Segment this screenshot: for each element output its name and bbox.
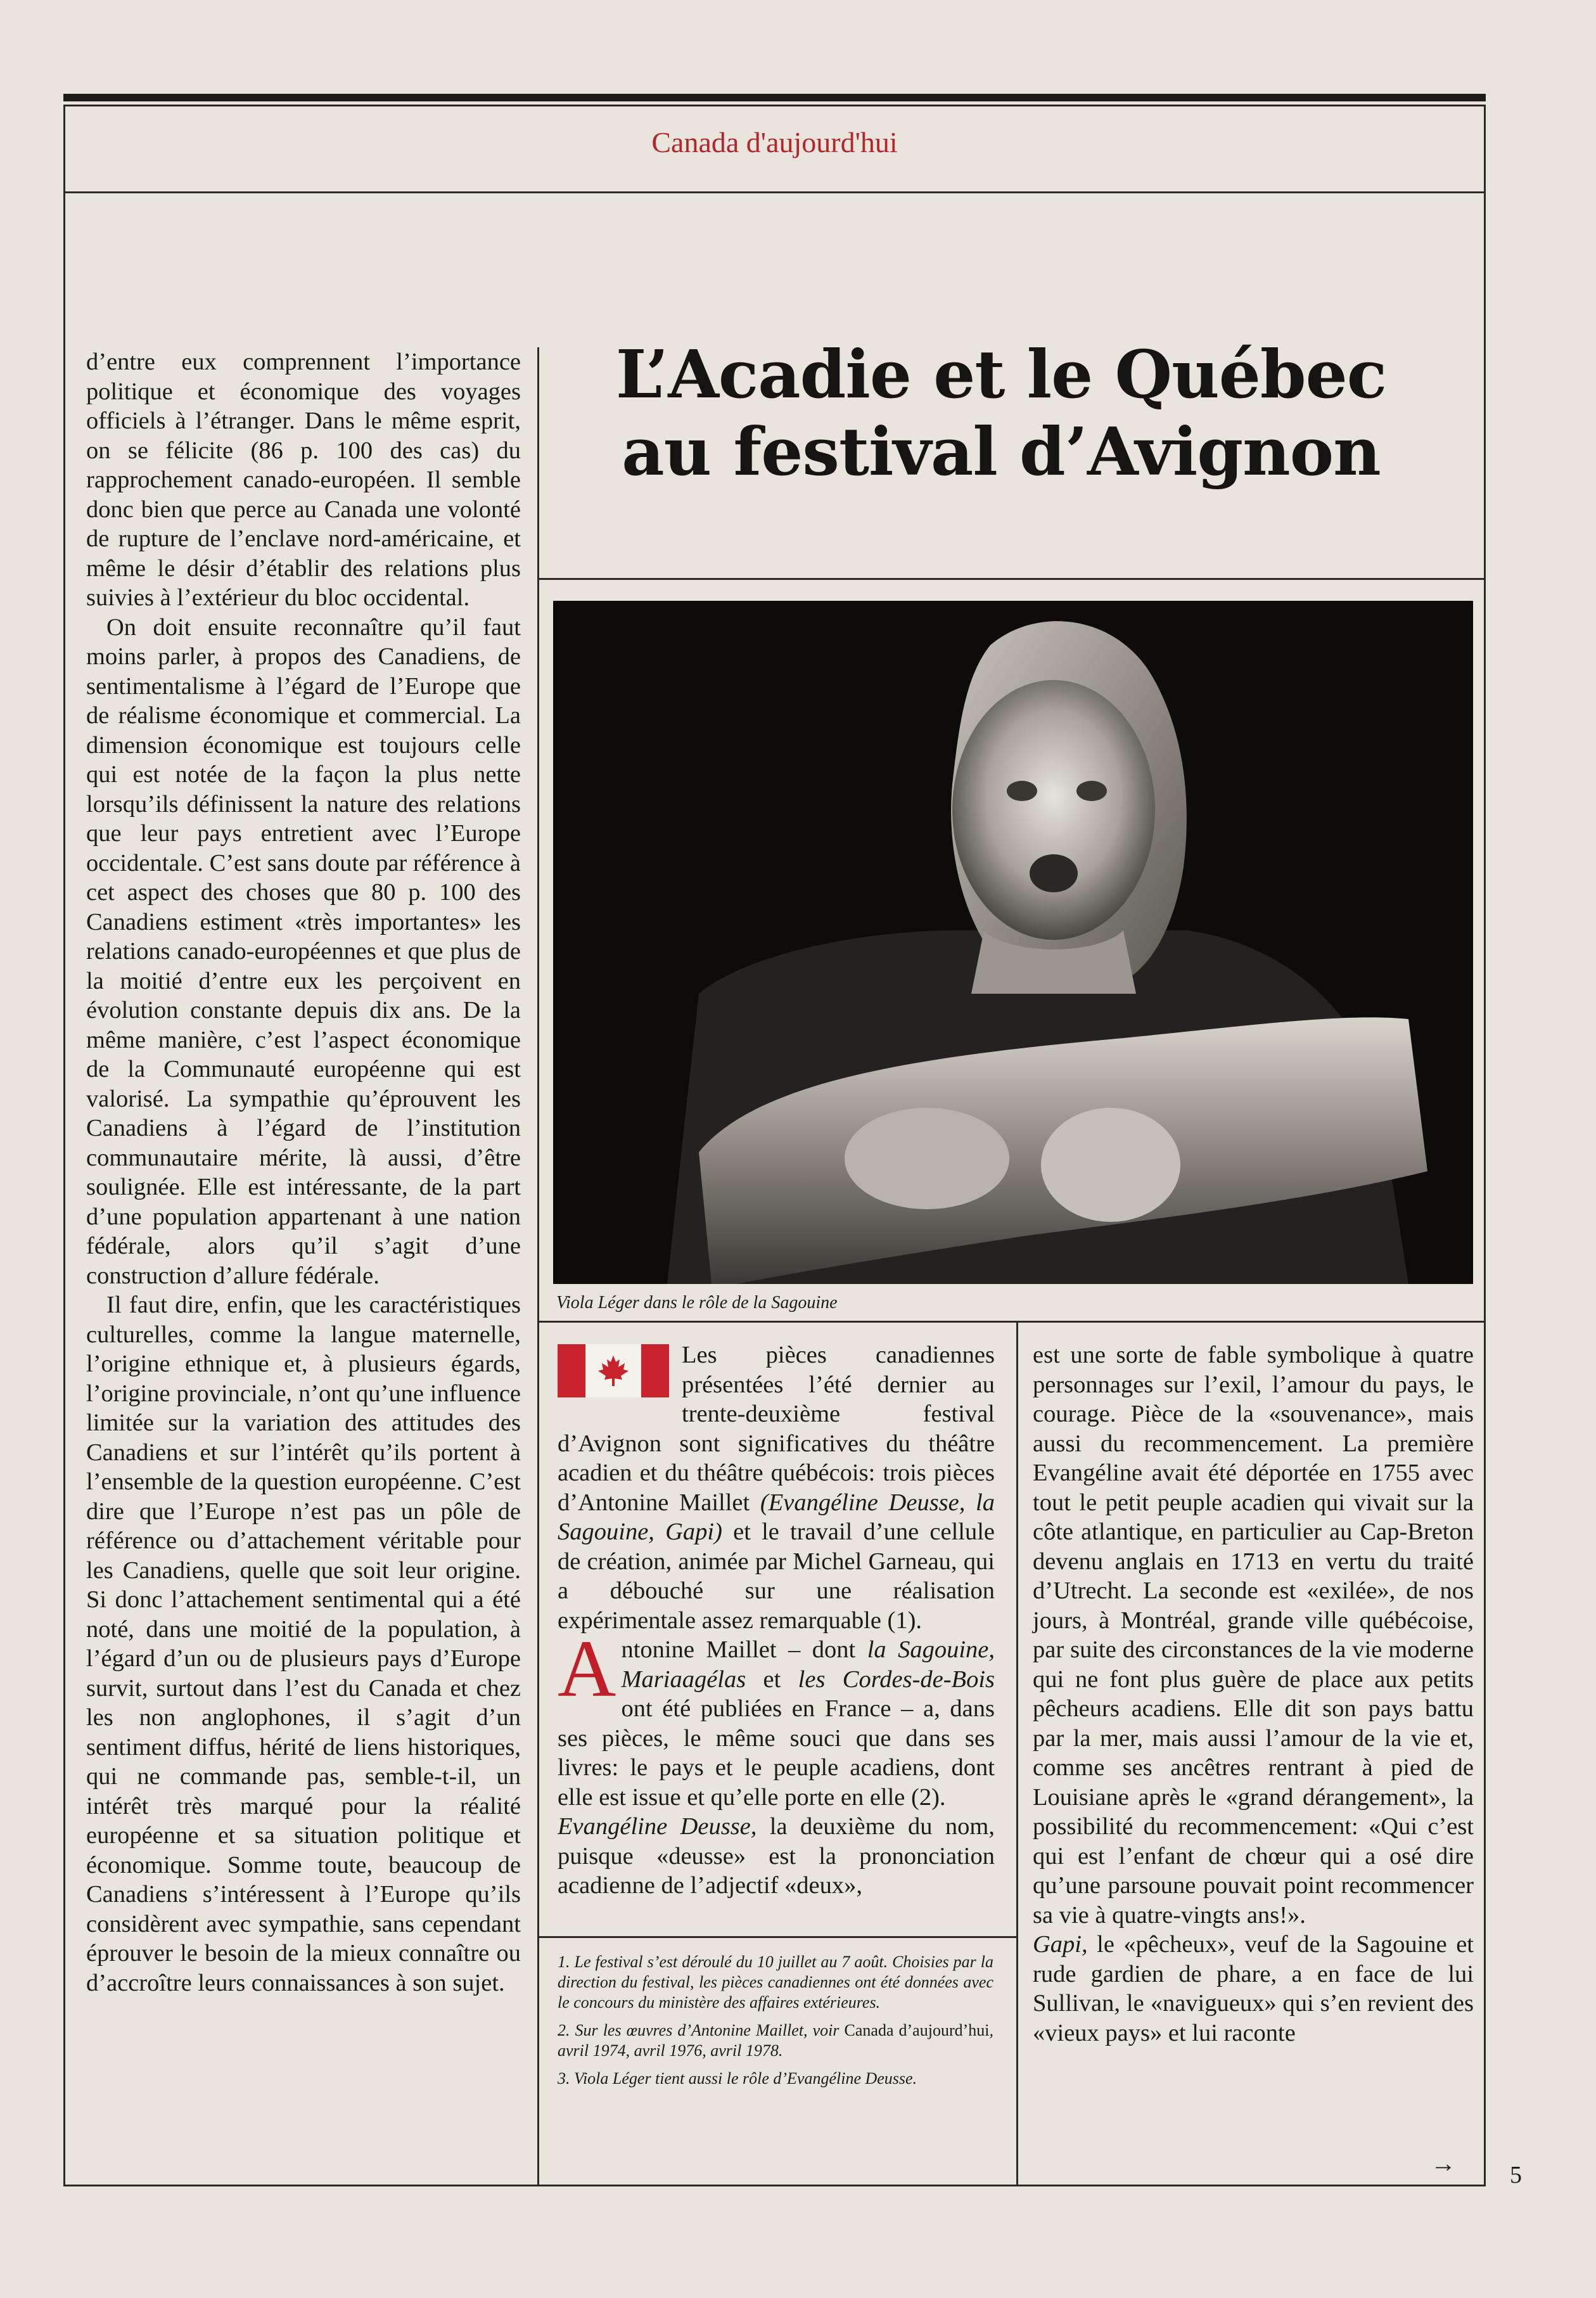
headline-line-2: au festival d’Avignon	[622, 413, 1381, 491]
photo-viola-leger	[553, 601, 1473, 1284]
middle-p2-c: ont été publiées en France – a, dans ses pièces, le même souci que dans ses livres: le pays et le peuple acadiens, dont elle est issue et qu’elle porte en elle (2).	[558, 1695, 995, 1811]
footnote-1: 1. Le festival s’est déroulé du 10 juillet au 7 août. Choisies par la direction du festival, les pièces canadiennes ont été données avec le concours du ministère des affaires extérieures.	[558, 1953, 993, 2012]
article-headline	[545, 336, 1457, 491]
middle-intro: Les pièces canadiennes présentées l’été dernier au trente-deuxième festival d’Avignon sont significatives du théâtre acadien et du théâtre québécois: trois pièces d’Antonine Maillet	[558, 1342, 995, 1516]
running-header: Canada d'aujourd'hui	[651, 126, 898, 158]
caption-rule	[537, 1321, 1486, 1323]
middle-paragraph-3	[558, 1812, 995, 1901]
column-divider-left	[537, 347, 539, 2186]
footnote-2-c: , avril 1974, avril 1976, avril 1978.	[558, 2021, 993, 2060]
middle-column	[558, 1340, 995, 1901]
footnote-3: 3. Viola Léger tient aussi le rôle d’Evangéline Deusse.	[558, 2069, 917, 2088]
footnotes	[558, 1952, 993, 2096]
right-column	[1033, 1340, 1474, 2048]
left-paragraph-1: d’entre eux comprennent l’importance politique et économique des voyages officiels à l’étranger. Dans le même esprit, on se félicite (86 p. 100 des cas) du rapprochement canado-européen. Il semble donc bien que perce au Canada une volonté de rupture de l’enclave nord-américaine, et même le désir d’établir des relations plus suivies à l’extérieur du bloc occidental.	[86, 349, 521, 611]
left-paragraph-3: Il faut dire, enfin, que les caractéristiques culturelles, comme la langue maternelle, l’origine ethnique et, à plusieurs égards, l’origine provinciale, n’ont qu’une influence limitée sur la variation des attitudes des Canadiens et sur l’intérêt qu’ils portent à l’ensemble de la question européenne. C’est dire que l’Europe n’est pas un pôle de référence ou d’attachement véritable pour les Canadiens, quelle que soit leur origine. Si donc l’attachement sentimental qui a été noté, dans une moitié de la population, à l’égard d’un ou de plusieurs pays d’Europe survit, surtout dans l’est du Canada et chez les non anglophones, il s’agit d’un sentiment diffus, hérité de liens historiques, qui ne commande pas, semble-t-il, un intérêt très marqué pour la réalité européenne et sa situation politique et économique. Somme toute, beaucoup de Canadiens s’intéressent à l’Europe qu’ils considèrent avec sympathie, sans cependant éprouver le besoin de la mieux connaître ou d’accroître leurs connaissances à son sujet.	[86, 1292, 521, 1996]
right-p2-title: Gapi,	[1033, 1931, 1088, 1958]
continue-arrow-icon: →	[1431, 2149, 1456, 2178]
headline-line-1: L’Acadie et le Québec	[615, 335, 1387, 413]
left-column	[86, 347, 521, 1998]
headline-rule	[537, 578, 1486, 580]
middle-intro-end: et le travail d’une cellule de création, animée par Michel Garneau, qui a débouché sur une réalisation expérimentale assez remarquable (1).	[558, 1518, 995, 1634]
middle-intro-titles: (Evangéline Deusse, la Sagouine, Gapi)	[558, 1489, 995, 1545]
drop-cap: A	[558, 1624, 616, 1714]
right-paragraph-1: est une sorte de fable symbolique à quatre personnages sur l’exil, l’amour du pays, le courage. Pièce de la «souvenance», mais aussi du recommencement. La première Evangéline avait été déportée en 1755 avec tout le petit peuple acadien qui vivait sur la côte atlantique, en particulier au Cap-Breton devenu anglais en 1713 en vertu du traité d’Utrecht. La seconde est «exilée», de nos jours, à Montréal, grande ville québécoise, par suite des circonstances de la vie moderne qui ne font plus guère de place aux petits pêcheurs acadiens. Elle dit son pays battu par la mer, mais aussi l’amour de la vie et, comme ses ancêtres rentrant à pied de Louisiane après le «grand dérangement», la possibilité du recommencement: «Qui c’est qui est l’enfant de chœur qui a osé dire qu’une parsoune pouvait point recommencer sa vie à quatre-vingts ans!».	[1033, 1342, 1474, 1929]
middle-p2-title-2: les Cordes-de-Bois	[798, 1666, 995, 1693]
left-paragraph-2: On doit ensuite reconnaître qu’il faut moins parler, à propos des Canadiens, de sentimentalisme à l’égard de l’Europe que de réalisme économique et commercial. La dimension économique est toujours celle qui est notée de la façon la plus nette lorsqu’ils définissent la nature des relations que leur pays entretient avec l’Europe occidentale. C’est sans doute par référence à cet aspect des choses que 80 p. 100 des Canadiens estiment «très importantes» les relations canado-européennes et que plus de la moitié d’entre eux les perçoivent en évolution constante depuis dix ans. De la même manière, c’est l’aspect économique de la Communauté européenne qui est valorisé. La sympathie qu’éprouvent les Canadiens à l’égard de l’institution communautaire mérite, là aussi, d’être soulignée. Elle est intéressante, de la part d’une population appartenant à une nation fédérale, alors qu’il s’agit d’une construction d’allure fédérale.	[86, 613, 521, 1289]
photo-illustration	[553, 601, 1473, 1284]
middle-p3-title: Evangéline Deusse,	[558, 1813, 757, 1840]
photo-caption: Viola Léger dans le rôle de la Sagouine	[556, 1293, 838, 1313]
canada-flag-icon	[558, 1344, 669, 1397]
footnote-2	[558, 2020, 993, 2061]
right-paragraph-2	[1033, 1930, 1474, 2048]
middle-p2-title-1: la Sagouine, Mariaagélas	[621, 1636, 995, 1693]
middle-p3-text: la deuxième du nom, puisque «deusse» est la prononciation acadienne de l’adjectif «deux»,	[558, 1813, 995, 1899]
top-rule	[63, 94, 1486, 101]
right-p2-text: le «pêcheux», veuf de la Sagouine et rude gardien de phare, a en face de lui Sullivan, le «navigueux» qui s’en revient des «vieux pays» et lui raconte	[1033, 1931, 1474, 2046]
footnote-2-b: Canada d’aujourd’hui	[844, 2021, 990, 2039]
header-rule	[63, 191, 1486, 193]
middle-p2-a: ntonine Maillet – dont	[621, 1636, 867, 1663]
footnote-rule	[537, 1936, 1016, 1938]
column-divider-right	[1016, 1321, 1018, 2186]
page-number: 5	[1510, 2162, 1522, 2188]
middle-p2-b: et	[746, 1666, 798, 1693]
footnote-2-a: 2. Sur les œuvres d’Antonine Maillet, voir	[558, 2021, 845, 2039]
middle-paragraph-2	[558, 1624, 995, 1812]
